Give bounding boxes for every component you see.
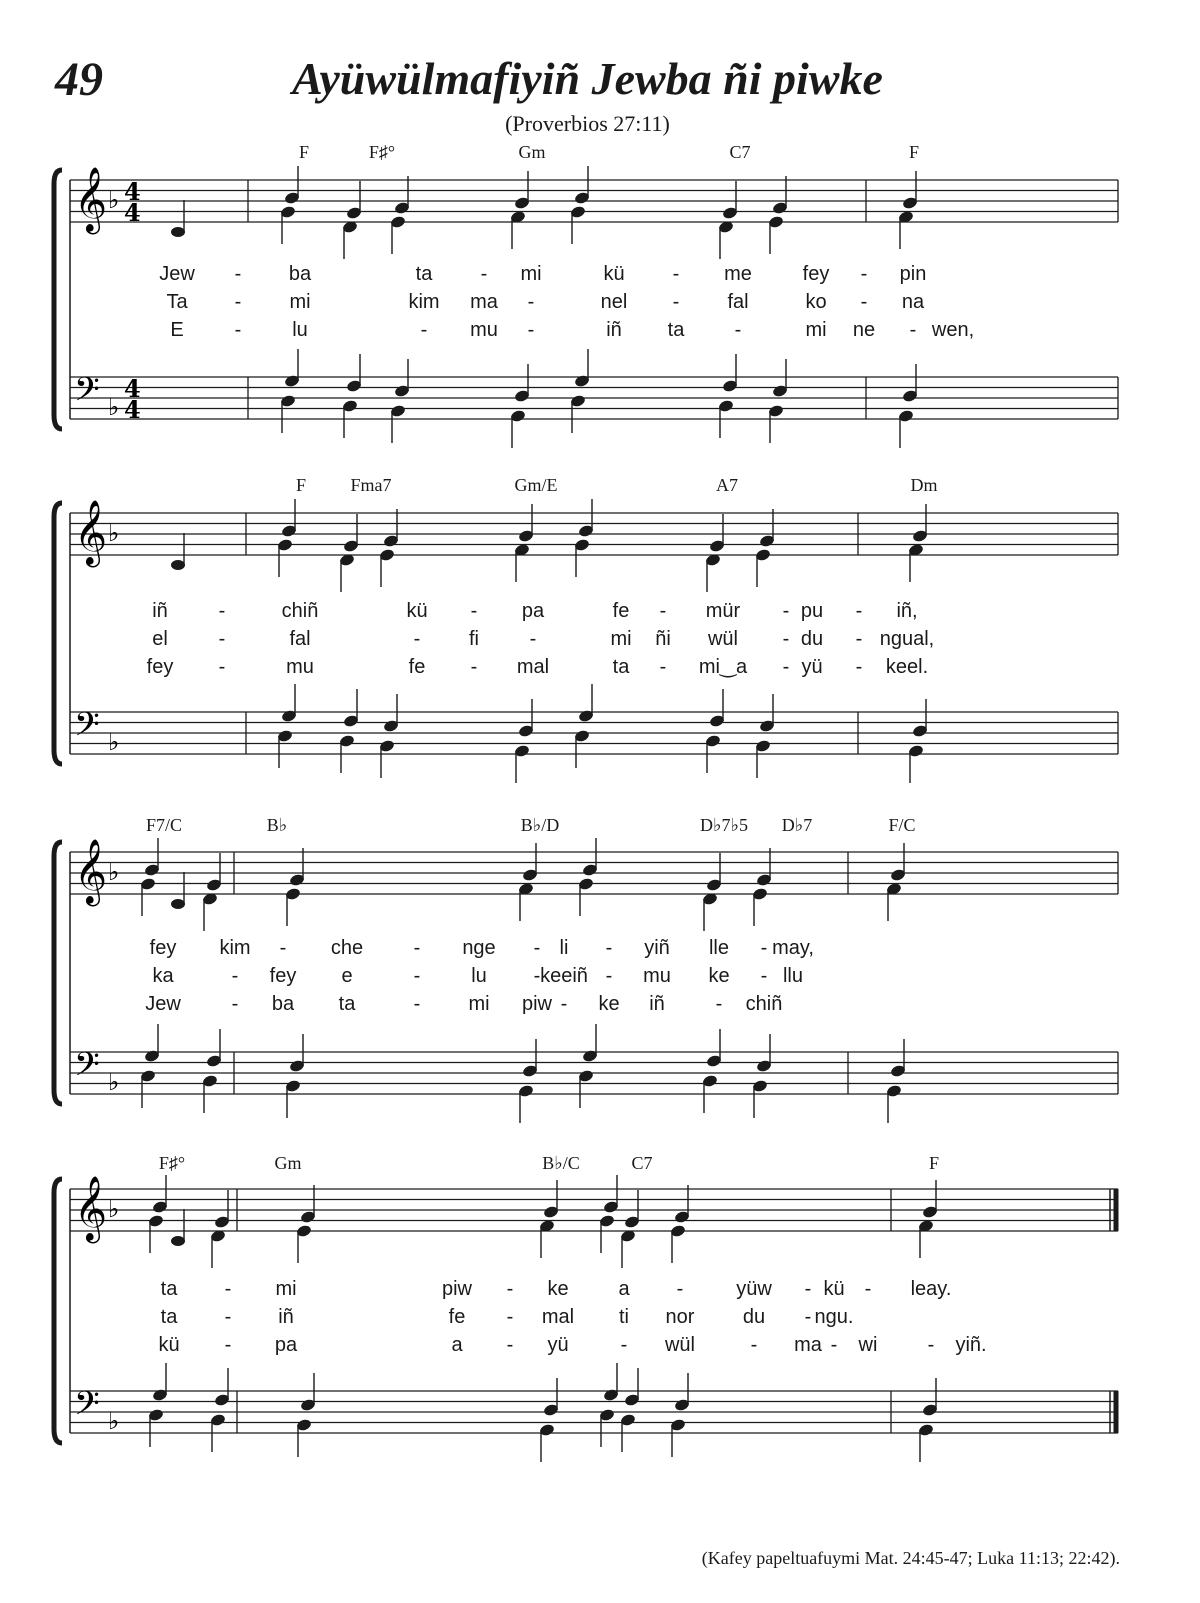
lyric-syllable: me: [724, 263, 752, 285]
lyric-syllable: lle: [708, 937, 730, 959]
pickup-note-head: [171, 1236, 185, 1246]
lyric-syllable: mi: [289, 291, 311, 313]
lyric-syllable: pu: [800, 600, 824, 622]
lyric-syllable: lu: [471, 965, 487, 987]
lyric-syllable: el: [152, 628, 168, 650]
chord-symbol: Gm/E: [514, 475, 558, 495]
system-1: [54, 142, 1118, 448]
lyric-syllable: ma: [794, 1334, 822, 1356]
lyric-syllable: fey: [146, 656, 174, 678]
lyric-syllable: -: [804, 1306, 812, 1328]
lyric-syllable: yü: [547, 1334, 569, 1356]
hymn-number: 49: [55, 53, 103, 106]
lyric-syllable: fe: [612, 600, 630, 622]
lyric-syllable: mi: [275, 1278, 297, 1300]
lyric-syllable: ko: [805, 291, 827, 313]
lyric-syllable: -: [506, 1278, 514, 1300]
lyric-syllable: -: [672, 263, 680, 285]
lyric-syllable: keel.: [885, 656, 929, 678]
key-signature-flat: ♭: [108, 1068, 120, 1096]
lyric-syllable: ta: [160, 1278, 178, 1300]
lyric-syllable: mür: [705, 600, 741, 622]
chord-symbol: F: [298, 142, 310, 162]
lyric-syllable: ba: [271, 993, 295, 1015]
lyric-syllable: -: [413, 937, 421, 959]
lyric-syllable: -: [533, 965, 541, 987]
lyric-syllable: chiñ: [745, 993, 783, 1015]
lyric-syllable: ngu.: [814, 1306, 854, 1328]
lyric-syllable: keeiñ: [540, 965, 588, 987]
chord-symbol: Fma7: [350, 475, 392, 495]
lyric-syllable: -: [782, 628, 790, 650]
lyric-syllable: -: [533, 937, 541, 959]
lyric-syllable: -: [659, 656, 667, 678]
chord-symbol: A7: [716, 475, 738, 495]
lyric-syllable: -: [659, 600, 667, 622]
lyric-syllable: llu: [782, 965, 804, 987]
lyric-syllable: pa: [521, 600, 545, 622]
lyric-syllable: mu: [286, 656, 314, 678]
lyric-syllable: kü: [406, 600, 428, 622]
bass-clef: 𝄢: [74, 706, 100, 752]
lyric-syllable: -: [413, 993, 421, 1015]
lyric-syllable: mi: [610, 628, 632, 650]
lyric-syllable: -: [506, 1334, 514, 1356]
lyric-syllable: pa: [274, 1334, 298, 1356]
lyric-syllable: na: [901, 291, 925, 313]
lyric-syllable: Jew: [159, 263, 195, 285]
lyric-syllable: iñ: [606, 319, 622, 341]
lyric-syllable: mi: [468, 993, 490, 1015]
lyric-syllable: -: [506, 1306, 514, 1328]
chord-symbol: F7/C: [145, 815, 183, 835]
pickup-note-head: [171, 560, 185, 570]
system-bracket: [54, 503, 62, 764]
chord-symbol: F/C: [888, 815, 916, 835]
lyric-syllable: -: [224, 1306, 232, 1328]
lyric-syllable: -: [234, 319, 242, 341]
lyric-syllable: fal: [727, 291, 749, 313]
lyric-syllable: iñ: [278, 1306, 294, 1328]
lyric-syllable: piw: [521, 993, 553, 1015]
lyric-syllable: ñi: [655, 628, 671, 650]
lyric-syllable: -: [855, 656, 863, 678]
chord-symbol: F♯°: [368, 142, 396, 162]
lyric-syllable: -: [527, 291, 535, 313]
lyric-syllable: iñ,: [896, 600, 918, 622]
lyric-syllable: a: [451, 1334, 463, 1356]
hymn-title: Ayüwülmafiyiñ Jewba ñi piwke: [292, 53, 883, 104]
treble-clef: 𝄞: [74, 1176, 108, 1241]
lyric-syllable: -: [218, 600, 226, 622]
lyric-syllable: ne: [852, 319, 876, 341]
lyric-syllable: li: [559, 937, 569, 959]
lyric-syllable: -: [224, 1278, 232, 1300]
lyric-syllable: -: [420, 319, 428, 341]
lyric-syllable: -: [470, 600, 478, 622]
lyric-syllable: kim: [219, 937, 251, 959]
lyric-syllable: -: [855, 600, 863, 622]
lyric-syllable: fe: [408, 656, 426, 678]
key-signature-flat: ♭: [108, 858, 120, 886]
chord-symbol: Dm: [910, 475, 938, 495]
chord-symbol: C7: [631, 1153, 653, 1173]
lyric-syllable: wül: [664, 1334, 696, 1356]
lyric-syllable: ta: [612, 656, 630, 678]
lyric-syllable: -: [529, 628, 537, 650]
chord-symbol: B♭/C: [542, 1153, 580, 1173]
chord-symbol: F: [295, 475, 307, 495]
key-signature-flat: ♭: [108, 186, 120, 214]
lyric-syllable: -: [782, 600, 790, 622]
lyric-syllable: kü: [158, 1334, 180, 1356]
lyric-syllable: piw: [441, 1278, 473, 1300]
lyric-syllable: -: [234, 263, 242, 285]
treble-clef: 𝄞: [74, 167, 108, 232]
lyric-syllable: fey: [802, 263, 830, 285]
lyric-syllable: -: [855, 628, 863, 650]
lyric-syllable: -: [782, 656, 790, 678]
lyric-syllable: -: [231, 965, 239, 987]
lyric-syllable: -: [231, 993, 239, 1015]
treble-clef: 𝄞: [74, 500, 108, 565]
lyric-syllable: Jew: [145, 993, 181, 1015]
lyric-syllable: mi: [805, 319, 827, 341]
lyric-syllable: mal: [541, 1306, 575, 1328]
lyric-syllable: iñ: [152, 600, 168, 622]
lyric-syllable: -: [605, 937, 613, 959]
footnote: (Kafey papeltuafuymi Mat. 24:45-47; Luka 11:13; 22:42).: [701, 1548, 1120, 1568]
lyric-syllable: nor: [665, 1306, 695, 1328]
time-signature-top: 4: [124, 374, 141, 403]
lyric-syllable: fal: [289, 628, 311, 650]
treble-clef: 𝄞: [74, 839, 108, 904]
key-signature-flat: ♭: [108, 519, 120, 547]
chord-symbol: F: [928, 1153, 940, 1173]
lyric-syllable: fey: [149, 937, 177, 959]
lyric-syllable: ba: [288, 263, 312, 285]
lyric-syllable: mi‿a: [698, 656, 748, 678]
lyric-syllable: ta: [160, 1306, 178, 1328]
chord-symbol: F: [908, 142, 920, 162]
lyric-syllable: kü: [823, 1278, 845, 1300]
chord-symbol: Gm: [518, 142, 546, 162]
lyric-syllable: -: [218, 656, 226, 678]
lyric-syllable: ngual,: [879, 628, 935, 650]
lyric-syllable: ti: [619, 1306, 629, 1328]
lyric-syllable: -: [804, 1278, 812, 1300]
lyric-syllable: ta: [415, 263, 433, 285]
lyric-syllable: mu: [643, 965, 671, 987]
pickup-note-head: [171, 899, 185, 909]
lyric-syllable: mu: [470, 319, 498, 341]
system-2: [54, 475, 1118, 783]
lyric-syllable: -: [620, 1334, 628, 1356]
lyric-syllable: -: [927, 1334, 935, 1356]
lyric-syllable: che: [330, 937, 364, 959]
lyric-syllable: -: [909, 319, 917, 341]
lyric-syllable: lu: [292, 319, 308, 341]
system-bracket: [54, 170, 62, 429]
lyric-syllable: ke: [598, 993, 620, 1015]
lyric-syllable: E: [170, 319, 184, 341]
lyric-syllable: ke: [547, 1278, 569, 1300]
time-signature-bottom: 4: [124, 395, 141, 424]
lyric-syllable: -: [234, 291, 242, 313]
lyric-syllable: -: [864, 1278, 872, 1300]
scripture-reference: (Proverbios 27:11): [505, 111, 670, 136]
lyric-syllable: du: [742, 1306, 766, 1328]
lyric-syllable: -: [860, 263, 868, 285]
lyric-syllable: may,: [772, 937, 814, 959]
lyric-syllable: ke: [708, 965, 730, 987]
lyric-syllable: -: [760, 937, 768, 959]
lyric-syllable: -: [715, 993, 723, 1015]
key-signature-flat: ♭: [108, 1195, 120, 1223]
system-bracket: [54, 1179, 62, 1443]
system-3: [54, 815, 1118, 1123]
lyric-syllable: iñ: [649, 993, 665, 1015]
lyric-syllable: yüw: [736, 1278, 772, 1300]
lyric-syllable: -: [830, 1334, 838, 1356]
lyric-syllable: nge: [462, 937, 496, 959]
lyric-syllable: -: [760, 965, 768, 987]
lyric-syllable: du: [800, 628, 824, 650]
lyric-syllable: -: [218, 628, 226, 650]
lyric-syllable: yiñ: [644, 937, 670, 959]
lyric-syllable: wen,: [931, 319, 975, 341]
lyric-syllable: mi: [520, 263, 542, 285]
lyric-syllable: wi: [858, 1334, 878, 1356]
chord-symbol: B♭: [266, 815, 288, 835]
chord-symbol: D♭7: [781, 815, 813, 835]
lyric-syllable: -: [734, 319, 742, 341]
key-signature-flat: ♭: [108, 393, 120, 421]
lyric-syllable: -: [224, 1334, 232, 1356]
chord-symbol: B♭/D: [520, 815, 560, 835]
lyric-syllable: -: [470, 656, 478, 678]
lyric-syllable: ma: [470, 291, 498, 313]
time-signature-bottom: 4: [124, 198, 141, 227]
key-signature-flat: ♭: [108, 1407, 120, 1435]
lyric-syllable: -: [672, 291, 680, 313]
lyric-syllable: nel: [600, 291, 628, 313]
lyric-syllable: wül: [707, 628, 739, 650]
lyric-syllable: leay.: [910, 1278, 952, 1300]
lyric-syllable: kim: [408, 291, 440, 313]
lyric-syllable: mal: [516, 656, 550, 678]
lyric-syllable: ta: [338, 993, 356, 1015]
lyric-syllable: e: [341, 965, 353, 987]
lyric-syllable: kü: [603, 263, 625, 285]
lyric-syllable: -: [413, 628, 421, 650]
lyric-syllable: fi: [469, 628, 479, 650]
lyric-syllable: -: [560, 993, 568, 1015]
lyric-syllable: -: [605, 965, 613, 987]
lyric-syllable: ta: [667, 319, 685, 341]
lyric-syllable: -: [279, 937, 287, 959]
lyric-syllable: -: [750, 1334, 758, 1356]
lyric-syllable: Ta: [166, 291, 188, 313]
bass-clef: 𝄢: [74, 1385, 100, 1431]
lyric-syllable: -: [676, 1278, 684, 1300]
chord-symbol: D♭7♭5: [700, 815, 748, 835]
pickup-note-head: [171, 227, 185, 237]
lyric-syllable: -: [527, 319, 535, 341]
time-signature-top: 4: [124, 177, 141, 206]
chord-symbol: F♯°: [158, 1153, 186, 1173]
chord-symbol: Gm: [274, 1153, 302, 1173]
lyric-syllable: yiñ.: [955, 1334, 987, 1356]
lyric-syllable: a: [618, 1278, 630, 1300]
lyric-syllable: fey: [269, 965, 297, 987]
lyric-syllable: ka: [152, 965, 174, 987]
lyric-syllable: fe: [448, 1306, 466, 1328]
bass-clef: 𝄢: [74, 1046, 100, 1092]
bass-clef: 𝄢: [74, 371, 100, 417]
system-4: [54, 1153, 1118, 1462]
lyric-syllable: -: [413, 965, 421, 987]
key-signature-flat: ♭: [108, 728, 120, 756]
lyric-syllable: chiñ: [281, 600, 319, 622]
lyric-syllable: yü: [801, 656, 823, 678]
system-bracket: [54, 842, 62, 1104]
lyric-syllable: pin: [899, 263, 927, 285]
lyric-syllable: -: [480, 263, 488, 285]
chord-symbol: C7: [729, 142, 751, 162]
lyric-syllable: -: [860, 291, 868, 313]
